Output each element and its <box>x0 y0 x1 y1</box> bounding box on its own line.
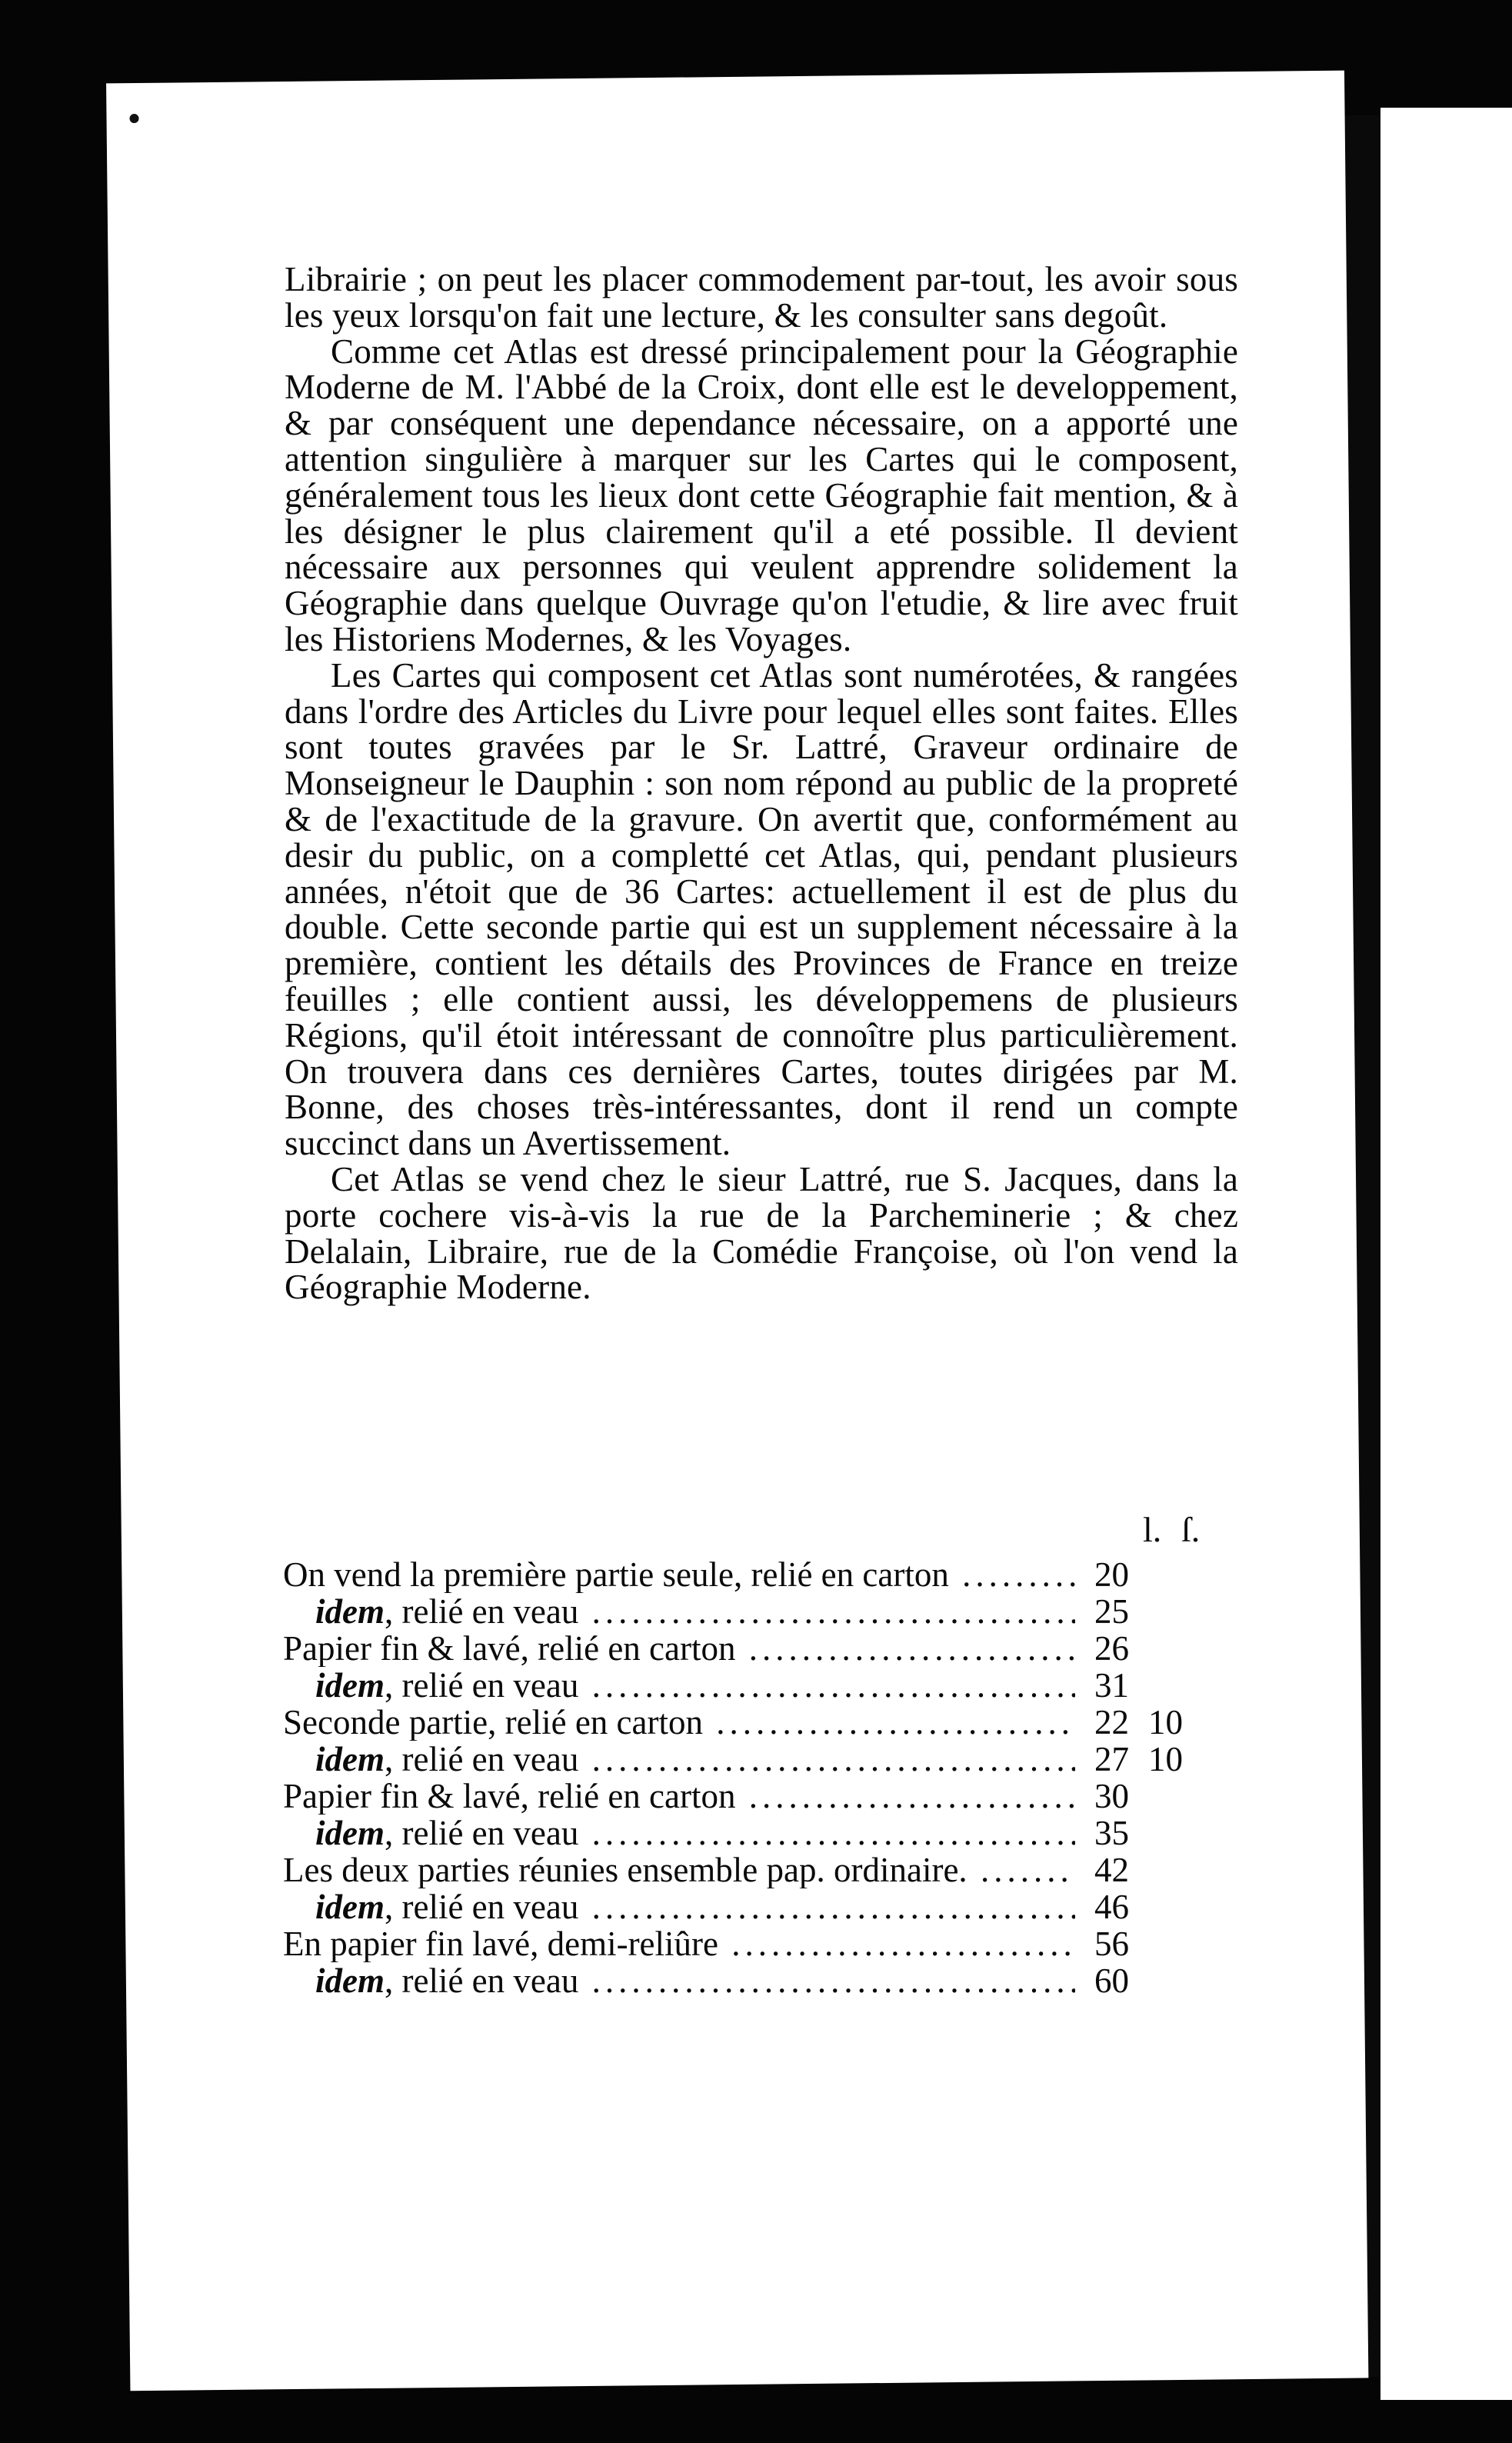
price-row <box>283 1815 1237 1851</box>
price-row-text: Papier fin & lavé, relié en carton <box>283 1630 736 1667</box>
price-row-text: , relié en veau <box>384 1962 579 1999</box>
price-row-label <box>283 1630 1075 1667</box>
price-row <box>283 1888 1237 1925</box>
price-livres: 42 <box>1094 1851 1129 1889</box>
price-sols: 10 <box>1148 1703 1183 1741</box>
price-livres: 25 <box>1094 1592 1129 1631</box>
price-row-label <box>315 1667 1075 1704</box>
price-row <box>283 1851 1237 1888</box>
price-livres: 27 <box>1094 1740 1129 1778</box>
price-row-text: Seconde partie, relié en carton <box>283 1704 703 1741</box>
price-row-text: Les deux parties réunies ensemble pap. ordinaire. <box>283 1851 967 1888</box>
price-livres: 30 <box>1094 1777 1129 1815</box>
column-header-sols: ſ. <box>1181 1510 1201 1549</box>
paragraph-cartes-description: Les Cartes qui composent cet Atlas sont numérotées, & rangées dans l'ordre des Articles du Livre pour lequel elles sont faites. Elles sont toutes gravées par le Sr. Lattré, Graveur ordinaire de Monseigneur le Dauphin : son nom répond au public de la propreté & de l'exactitude de la gravure. On avertit que, conformément au desir du public, on a completté cet Atlas, qui, pendant plusieurs années, n'étoit que de 36 Cartes: actuellement il est de plus du double. Cette seconde partie qui est un supplement nécessaire à la première, contient les détails des Provinces de France en treize feuilles ; elle contient aussi, les développemens de plusieurs Régions, qu'il étoit intéressant de connoître plus particulièrement. On trouvera dans ces dernières Cartes, toutes dirigées par M. Bonne, des choses très-intéressantes, dont il rend un compte succinct dans un Avertissement. <box>285 655 1238 1163</box>
paragraph-where-sold: Cet Atlas se vend chez le sieur Lattré, rue S. Jacques, dans la porte cochere vis-à-vis la rue de la Parcheminerie ; & chez Delalain, Libraire, rue de la Comédie Françoise, où l'on vend la Géographie Moderne. <box>285 1159 1238 1307</box>
price-row <box>283 1962 1237 1999</box>
price-livres: 20 <box>1094 1555 1129 1594</box>
price-row-text: , relié en veau <box>384 1741 579 1778</box>
price-row-label <box>283 1851 1075 1888</box>
price-livres: 31 <box>1094 1666 1129 1705</box>
price-list-header <box>283 1511 1237 1556</box>
price-livres: 46 <box>1094 1888 1129 1926</box>
price-row-text: , relié en veau <box>384 1667 579 1704</box>
price-row-text: , relié en veau <box>384 1815 579 1851</box>
price-livres: 60 <box>1094 1961 1129 2000</box>
price-row-label <box>315 1593 1075 1630</box>
price-row-idem: idem <box>315 1962 385 1999</box>
body-text <box>285 262 1238 1305</box>
price-row-idem: idem <box>315 1593 385 1630</box>
price-row <box>283 1556 1237 1593</box>
price-row-idem: idem <box>315 1815 385 1851</box>
price-row-label <box>315 1962 1075 1999</box>
column-header-livres: l. <box>1143 1510 1162 1549</box>
price-row <box>283 1593 1237 1630</box>
price-row-text: En papier fin lavé, demi-reliûre <box>283 1925 718 1962</box>
price-row-text: , relié en veau <box>384 1593 579 1630</box>
price-row <box>283 1925 1237 1962</box>
price-row-label <box>315 1888 1075 1925</box>
price-list <box>283 1511 1237 1999</box>
paragraph-continuation: Librairie ; on peut les placer commodement par-tout, les avoir sous les yeux lorsqu'on fait une lecture, & les consulter sans degoût. <box>285 260 1238 335</box>
price-row-label <box>283 1556 1075 1593</box>
facing-page-edge <box>1380 108 1512 2400</box>
paragraph-atlas-purpose: Comme cet Atlas est dressé principalement pour la Géographie Moderne de M. l'Abbé de la Croix, dont elle est le developpement, & par conséquent une dependance nécessaire, on a apporté une attention singulière à marquer sur les Cartes qui le composent, généralement tous les lieux dont cette Géographie fait mention, & à les désigner le plus clairement qu'il a eté possible. Il devient nécessaire aux personnes qui veulent apprendre solidement la Géographie dans quelque Ouvrage qu'on l'etudie, & lire avec fruit les Historiens Modernes, & les Voyages. <box>285 332 1238 658</box>
price-row <box>283 1704 1237 1741</box>
price-row <box>283 1778 1237 1815</box>
ink-speck <box>129 114 138 123</box>
price-row-idem: idem <box>315 1888 385 1925</box>
price-row <box>283 1667 1237 1704</box>
price-row-text: , relié en veau <box>384 1888 579 1925</box>
price-livres: 35 <box>1094 1814 1129 1852</box>
price-livres: 56 <box>1094 1925 1129 1963</box>
price-sols: 10 <box>1148 1740 1183 1778</box>
price-row-text: On vend la première partie seule, relié en carton <box>283 1556 949 1593</box>
price-livres: 22 <box>1094 1703 1129 1741</box>
price-row <box>283 1741 1237 1778</box>
price-rows <box>283 1556 1237 1999</box>
price-row-label <box>283 1704 1075 1741</box>
price-row-label <box>315 1741 1075 1778</box>
price-row <box>283 1630 1237 1667</box>
price-row-label <box>283 1778 1075 1815</box>
price-row-idem: idem <box>315 1667 385 1704</box>
price-row-text: Papier fin & lavé, relié en carton <box>283 1778 736 1815</box>
price-livres: 26 <box>1094 1629 1129 1668</box>
price-row-label <box>283 1925 1075 1962</box>
price-row-label <box>315 1815 1075 1851</box>
price-row-idem: idem <box>315 1741 385 1778</box>
